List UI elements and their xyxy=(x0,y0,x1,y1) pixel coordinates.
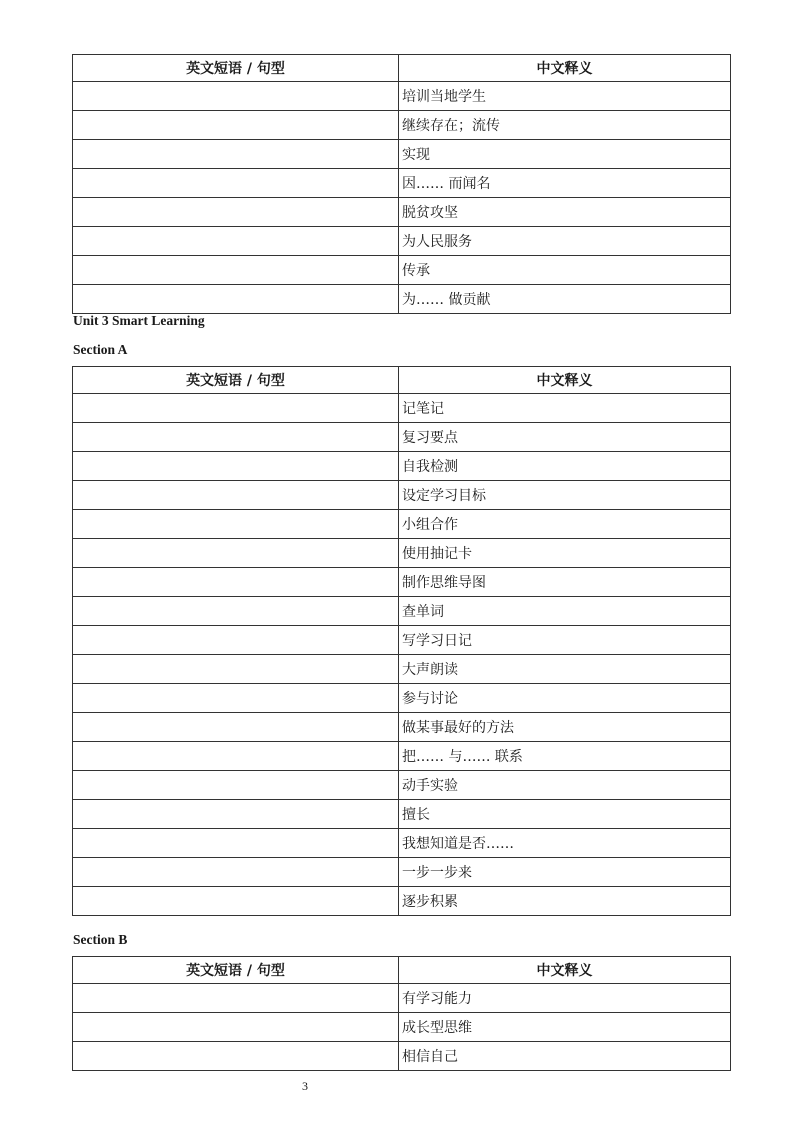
english-phrase-cell[interactable] xyxy=(73,481,399,510)
chinese-meaning-cell: 记笔记 xyxy=(399,394,731,423)
chinese-meaning-cell: 逐步积累 xyxy=(399,887,731,916)
chinese-meaning-cell: 一步一步来 xyxy=(399,858,731,887)
english-phrase-cell[interactable] xyxy=(73,423,399,452)
chinese-meaning-cell: 成长型思维 xyxy=(399,1013,731,1042)
english-phrase-cell[interactable] xyxy=(73,169,399,198)
vocab-table-section-b xyxy=(72,956,731,1071)
table-row xyxy=(73,394,731,423)
chinese-meaning-cell: 我想知道是否…… xyxy=(399,829,731,858)
english-phrase-cell[interactable] xyxy=(73,140,399,169)
header-english: 英文短语 / 句型 xyxy=(73,55,399,82)
table-row xyxy=(73,169,731,198)
chinese-meaning-cell: 动手实验 xyxy=(399,771,731,800)
chinese-meaning-cell: 为人民服务 xyxy=(399,227,731,256)
table-row xyxy=(73,1013,731,1042)
table-row xyxy=(73,800,731,829)
table-row xyxy=(73,285,731,314)
english-phrase-cell[interactable] xyxy=(73,394,399,423)
table-row xyxy=(73,568,731,597)
header-chinese: 中文释义 xyxy=(399,55,731,82)
section-a-title: Section A xyxy=(73,342,128,357)
table-header-row xyxy=(73,55,731,82)
table-body xyxy=(73,984,731,1071)
english-phrase-cell[interactable] xyxy=(73,713,399,742)
table-row xyxy=(73,481,731,510)
chinese-meaning-cell: 有学习能力 xyxy=(399,984,731,1013)
english-phrase-cell[interactable] xyxy=(73,858,399,887)
chinese-meaning-cell: 擅长 xyxy=(399,800,731,829)
table-body xyxy=(73,82,731,314)
table-row xyxy=(73,684,731,713)
english-phrase-cell[interactable] xyxy=(73,510,399,539)
table-row xyxy=(73,597,731,626)
table-row xyxy=(73,742,731,771)
chinese-meaning-cell: 制作思维导图 xyxy=(399,568,731,597)
english-phrase-cell[interactable] xyxy=(73,887,399,916)
chinese-meaning-cell: 因…… 而闻名 xyxy=(399,169,731,198)
chinese-meaning-cell: 复习要点 xyxy=(399,423,731,452)
section-b-title: Section B xyxy=(73,932,128,947)
english-phrase-cell[interactable] xyxy=(73,111,399,140)
chinese-meaning-cell: 大声朗读 xyxy=(399,655,731,684)
header-chinese: 中文释义 xyxy=(399,957,731,984)
chinese-meaning-cell: 培训当地学生 xyxy=(399,82,731,111)
english-phrase-cell[interactable] xyxy=(73,452,399,481)
table-row xyxy=(73,198,731,227)
english-phrase-cell[interactable] xyxy=(73,771,399,800)
english-phrase-cell[interactable] xyxy=(73,256,399,285)
table-row xyxy=(73,140,731,169)
chinese-meaning-cell: 相信自己 xyxy=(399,1042,731,1071)
english-phrase-cell[interactable] xyxy=(73,198,399,227)
english-phrase-cell[interactable] xyxy=(73,800,399,829)
table-row xyxy=(73,713,731,742)
english-phrase-cell[interactable] xyxy=(73,1013,399,1042)
table-row xyxy=(73,256,731,285)
english-phrase-cell[interactable] xyxy=(73,597,399,626)
english-phrase-cell[interactable] xyxy=(73,655,399,684)
english-phrase-cell[interactable] xyxy=(73,829,399,858)
table-row xyxy=(73,510,731,539)
vocab-table-section-a xyxy=(72,366,731,916)
chinese-meaning-cell: 使用抽记卡 xyxy=(399,539,731,568)
chinese-meaning-cell: 参与讨论 xyxy=(399,684,731,713)
chinese-meaning-cell: 脱贫攻坚 xyxy=(399,198,731,227)
chinese-meaning-cell: 把…… 与…… 联系 xyxy=(399,742,731,771)
chinese-meaning-cell: 传承 xyxy=(399,256,731,285)
table-row xyxy=(73,858,731,887)
english-phrase-cell[interactable] xyxy=(73,568,399,597)
table-row xyxy=(73,227,731,256)
english-phrase-cell[interactable] xyxy=(73,82,399,111)
table-row xyxy=(73,829,731,858)
table-body xyxy=(73,394,731,916)
table-row xyxy=(73,771,731,800)
header-english: 英文短语 / 句型 xyxy=(73,367,399,394)
chinese-meaning-cell: 继续存在；流传 xyxy=(399,111,731,140)
chinese-meaning-cell: 设定学习目标 xyxy=(399,481,731,510)
table-header-row xyxy=(73,367,731,394)
english-phrase-cell[interactable] xyxy=(73,626,399,655)
chinese-meaning-cell: 实现 xyxy=(399,140,731,169)
page-number: 3 xyxy=(302,1079,308,1093)
header-chinese: 中文释义 xyxy=(399,367,731,394)
english-phrase-cell[interactable] xyxy=(73,684,399,713)
table-header-row xyxy=(73,957,731,984)
chinese-meaning-cell: 小组合作 xyxy=(399,510,731,539)
table-row xyxy=(73,452,731,481)
chinese-meaning-cell: 为…… 做贡献 xyxy=(399,285,731,314)
english-phrase-cell[interactable] xyxy=(73,227,399,256)
unit-title: Unit 3 Smart Learning xyxy=(73,313,205,328)
table-row xyxy=(73,111,731,140)
table-row xyxy=(73,1042,731,1071)
table-row xyxy=(73,82,731,111)
table-row xyxy=(73,539,731,568)
table-row xyxy=(73,423,731,452)
header-english: 英文短语 / 句型 xyxy=(73,957,399,984)
chinese-meaning-cell: 写学习日记 xyxy=(399,626,731,655)
table-row xyxy=(73,887,731,916)
chinese-meaning-cell: 做某事最好的方法 xyxy=(399,713,731,742)
table-row xyxy=(73,655,731,684)
chinese-meaning-cell: 查单词 xyxy=(399,597,731,626)
english-phrase-cell[interactable] xyxy=(73,742,399,771)
english-phrase-cell[interactable] xyxy=(73,539,399,568)
english-phrase-cell[interactable] xyxy=(73,285,399,314)
chinese-meaning-cell: 自我检测 xyxy=(399,452,731,481)
english-phrase-cell[interactable] xyxy=(73,984,399,1013)
table-row xyxy=(73,984,731,1013)
english-phrase-cell[interactable] xyxy=(73,1042,399,1071)
table-row xyxy=(73,626,731,655)
vocab-table-unit2 xyxy=(72,54,731,314)
